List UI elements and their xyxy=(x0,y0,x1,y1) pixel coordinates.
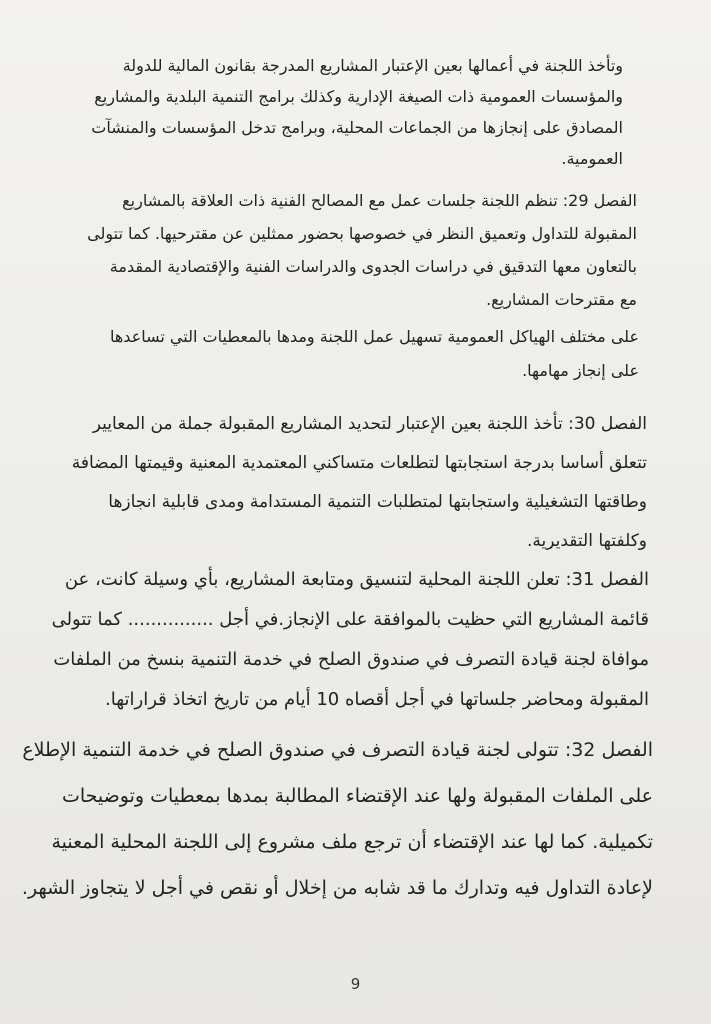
text-line: وكلفتها التقديرية. xyxy=(527,531,647,551)
text-line-content: تأخذ اللجنة بعين الإعتبار لتحديد المشاريع المقبولة جملة من المعايير xyxy=(92,414,563,434)
text-line: على مختلف الهياكل العمومية تسهيل عمل اللجنة ومدها بالمعطيات التي تساعدها xyxy=(109,327,639,346)
text-line: المقبولة للتداول وتعميق النظر في خصوصها بحضور ممثلين عن مقترحيها. كما تتولى xyxy=(87,224,637,243)
text-line: على إنجاز مهامها. xyxy=(522,361,639,380)
paragraph-article-30 xyxy=(58,405,647,561)
paragraph-article-29 xyxy=(64,184,637,316)
text-line: مع مقترحات المشاريع. xyxy=(486,290,637,309)
text-line xyxy=(58,405,647,444)
article-label: الفصل 32: xyxy=(564,739,653,761)
text-line-content: تعلن اللجنة المحلية لتنسيق ومتابعة المشاريع، بأي وسيلة كانت، عن xyxy=(64,569,560,590)
text-line: تكميلية. كما لها عند الإقتضاء أن ترجع ملف مشروع إلى اللجنة المحلية المعنية xyxy=(51,831,653,853)
text-line: بالتعاون معها التدقيق في دراسات الجدوى والدراسات الفنية والإقتصادية المقدمة xyxy=(109,257,637,276)
text-line: لإعادة التداول فيه وتدارك ما قد شابه من إخلال أو نقص في أجل لا يتجاوز الشهر. xyxy=(21,877,653,899)
text-line: العمومية. xyxy=(561,149,623,168)
paragraph-public-bodies xyxy=(62,320,639,388)
paragraph-intro xyxy=(70,50,623,174)
page-number: 9 xyxy=(350,975,361,993)
article-label: الفصل 30: xyxy=(568,414,647,434)
text-line xyxy=(22,727,653,773)
text-line: على الملفات المقبولة ولها عند الإقتضاء المطالبة بمدها بمعطيات وتوضيحات xyxy=(61,785,653,807)
text-line: وطاقتها التشغيلية واستجابتها لمتطلبات التنمية المستدامة ومدى قابلية انجازها xyxy=(108,492,647,512)
text-line: المقبولة ومحاضر جلساتها في أجل أقصاه 10 أيام من تاريخ اتخاذ قراراتها. xyxy=(105,689,649,710)
paragraph-article-32 xyxy=(21,727,653,911)
text-line: تتعلق أساسا بدرجة استجابتها لتطلعات متساكني المعتمدية المعنية وقيمتها المضافة xyxy=(71,453,647,473)
text-line: وتأخذ اللجنة في أعمالها بعين الإعتبار المشاريع المدرجة بقانون المالية للدولة xyxy=(122,56,623,75)
text-line-content: تنظم اللجنة جلسات عمل مع المصالح الفنية ذات العلاقة بالمشاريع xyxy=(122,191,558,210)
text-line: المصادق على إنجازها من الجماعات المحلية، وبرامج تدخل المؤسسات والمنشآت xyxy=(91,118,623,137)
text-line xyxy=(64,184,637,217)
text-line: موافاة لجنة قيادة التصرف في صندوق الصلح في خدمة التنمية بنسخ من الملفات xyxy=(53,649,649,670)
text-line-content: تتولى لجنة قيادة التصرف في صندوق الصلح في خدمة التنمية الإطلاع xyxy=(22,739,559,761)
text-line: والمؤسسات العمومية ذات الصيغة الإدارية وكذلك برامج التنمية البلدية والمشاريع xyxy=(94,87,623,106)
paragraph-article-31 xyxy=(52,560,649,720)
article-label: الفصل 29: xyxy=(562,191,637,210)
text-line xyxy=(52,560,649,600)
article-label: الفصل 31: xyxy=(565,569,649,590)
text-line: قائمة المشاريع التي حظيت بالموافقة على الإنجاز.في أجل ............... كما تتولى xyxy=(51,609,649,630)
